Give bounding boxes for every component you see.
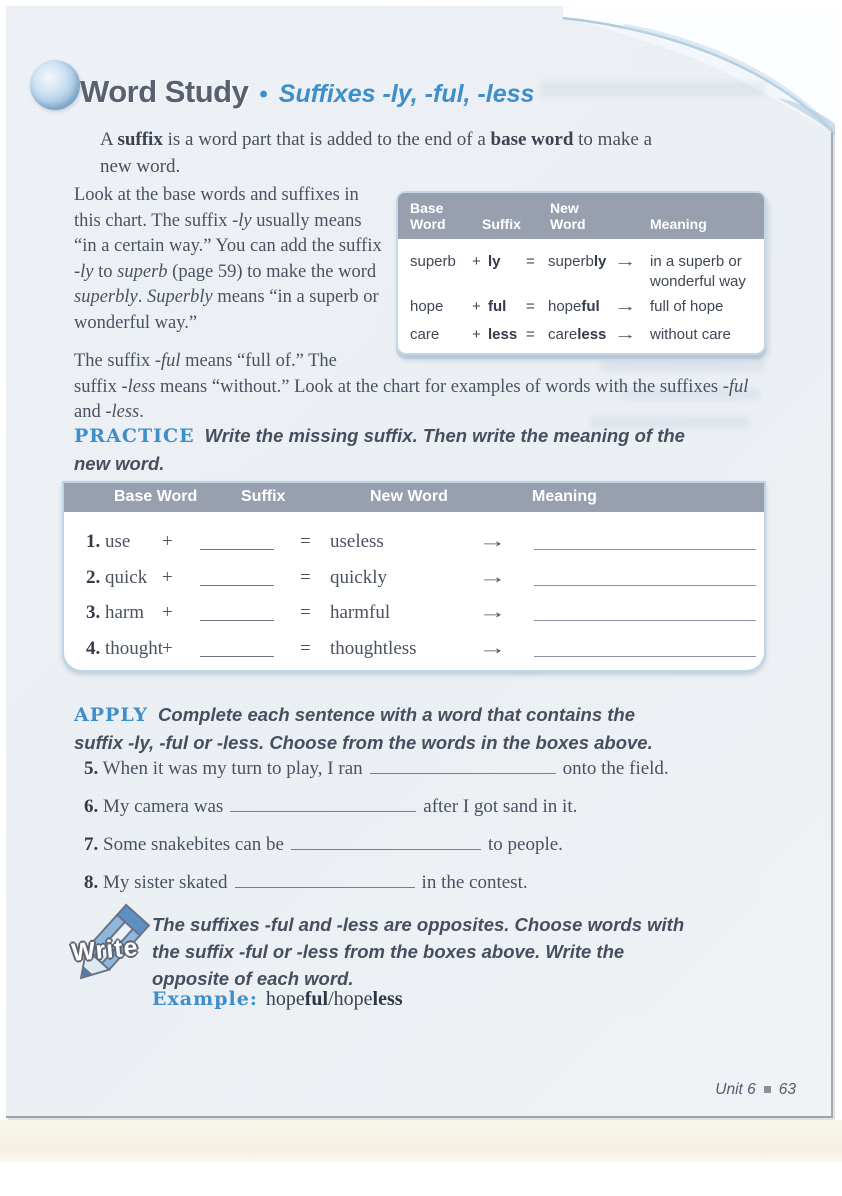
practice-row xyxy=(64,531,764,561)
intro-paragraph: A suffix is a word part that is added to the end of a base word to make a new word. xyxy=(100,129,652,177)
chart-new-word: careless xyxy=(548,326,607,343)
arrow-icon: → xyxy=(478,531,507,552)
equals-sign: = xyxy=(300,638,311,659)
plus-sign: + xyxy=(472,326,481,343)
base-word: 4. thought xyxy=(86,638,164,659)
base-word: 1. use xyxy=(86,531,131,552)
unit-label: Unit 6 xyxy=(715,1081,756,1098)
new-word: quickly xyxy=(330,567,387,588)
chart-suffix: ful xyxy=(488,298,507,315)
meaning-blank xyxy=(534,549,756,550)
write-instructions: The suffixes -ful and -less are opposites. Choose words with the suffix -ful or -less from the boxes above. Write the opposite of each word. xyxy=(152,914,685,989)
arrow-icon: → xyxy=(614,326,637,343)
equals-sign: = xyxy=(300,602,311,623)
arrow-icon: → xyxy=(614,253,637,270)
square-bullet-icon xyxy=(764,1086,771,1093)
page-title-text: Word Study xyxy=(80,74,249,109)
apply-sentence: 7. Some snakebites can be to people. xyxy=(84,834,563,855)
write-badge: Write xyxy=(70,933,140,967)
practice-row xyxy=(64,567,764,597)
arrow-icon: → xyxy=(478,602,507,623)
bleed-through xyxy=(540,82,765,97)
page-number: 63 xyxy=(778,1081,796,1098)
chart-meaning: without care xyxy=(650,326,731,343)
practice-row xyxy=(64,638,764,668)
title-bullet: • xyxy=(259,81,268,108)
chart-meaning: full of hope xyxy=(650,298,724,315)
plus-sign: + xyxy=(162,567,173,588)
chart-base-word: superb xyxy=(410,253,456,270)
equals-sign: = xyxy=(300,567,311,588)
equals-sign: = xyxy=(526,253,535,270)
practice-instructions: Write the missing suffix. Then write the meaning of the new word. xyxy=(74,425,685,474)
lesson-body xyxy=(74,183,766,439)
apply-sentence: 5. When it was my turn to play, I ran onto the field. xyxy=(84,758,669,779)
globe-icon xyxy=(30,60,80,110)
meaning-blank xyxy=(534,656,756,657)
chart-new-word: superbly xyxy=(548,253,607,270)
col-new-word: New Word xyxy=(370,488,448,505)
plus-sign: + xyxy=(162,531,173,552)
chart-meaning: in a superb or wonderful way xyxy=(650,253,746,290)
suffix-example-chart xyxy=(396,191,766,355)
chart-header-suffix: Suffix xyxy=(482,216,521,232)
plus-sign: + xyxy=(472,298,481,315)
apply-sentence: 8. My sister skated in the contest. xyxy=(84,872,528,893)
new-word: thoughtless xyxy=(330,638,417,659)
paragraph-ly: Look at the base words and suffixes in this chart. The suffix -ly usually means “in a certain way.” You can add the suffix -ly to superb (page 59) to make the word superbly. Superbly means “in a superb or wonderful way.” xyxy=(74,185,382,333)
suffix-blank xyxy=(200,585,274,586)
plus-sign: + xyxy=(472,253,481,270)
answer-blank xyxy=(230,798,416,812)
chart-suffix: ly xyxy=(488,253,501,270)
chart-base-word: hope xyxy=(410,298,444,315)
new-word: harmful xyxy=(330,602,391,623)
apply-section-heading xyxy=(74,702,659,756)
page-footer xyxy=(600,1081,796,1099)
practice-section-heading xyxy=(74,423,689,477)
meaning-blank xyxy=(534,585,756,586)
suffix-blank xyxy=(200,620,274,621)
scan-edge-strip xyxy=(0,1120,842,1162)
suffix-blank xyxy=(200,656,274,657)
apply-sentence: 6. My camera was after I got sand in it. xyxy=(84,796,578,817)
chart-new-word: hopeful xyxy=(548,298,600,315)
chart-base-word: care xyxy=(410,326,440,343)
equals-sign: = xyxy=(526,298,535,315)
col-suffix: Suffix xyxy=(241,488,286,505)
plus-sign: + xyxy=(162,602,173,623)
page-title xyxy=(80,74,534,110)
practice-table-header xyxy=(62,481,766,512)
practice-label: PRACTICE xyxy=(74,425,195,447)
chart-body xyxy=(398,239,764,353)
col-base-word: Base Word xyxy=(114,488,198,505)
example-line: Example: hopeful/hopeless xyxy=(152,988,403,1010)
answer-blank xyxy=(235,874,415,888)
practice-table xyxy=(62,481,766,672)
suffix-blank xyxy=(200,549,274,550)
base-word: 3. harm xyxy=(86,602,145,623)
equals-sign: = xyxy=(300,531,311,552)
arrow-icon: → xyxy=(478,638,507,659)
answer-blank xyxy=(291,836,481,850)
page-curl-icon xyxy=(563,6,835,138)
page-subtitle: Suffixes -ly, -ful, -less xyxy=(278,80,535,108)
base-word: 2. quick xyxy=(86,567,148,588)
plus-sign: + xyxy=(162,638,173,659)
equals-sign: = xyxy=(526,326,535,343)
arrow-icon: → xyxy=(478,567,507,588)
example-label: Example: xyxy=(152,988,258,1010)
paragraph-ful-less: The suffix -ful means “full of.” The suffix -less means “without.” Look at the chart for examples of words with the suffixes -ful and -less. xyxy=(74,351,749,423)
apply-label: APPLY xyxy=(74,704,149,726)
chart-header-row: Base Word Suffix New Word Meaning xyxy=(398,193,764,239)
chart-header-meaning: Meaning xyxy=(650,216,707,232)
arrow-icon: → xyxy=(614,298,637,315)
chart-suffix: less xyxy=(488,326,518,343)
practice-row xyxy=(64,602,764,632)
col-meaning: Meaning xyxy=(532,488,597,505)
apply-instructions: Complete each sentence with a word that contains the suffix -ly, -ful or -less. Choose from the words in the boxes above. xyxy=(74,704,653,753)
answer-blank xyxy=(370,760,556,774)
meaning-blank xyxy=(534,620,756,621)
new-word: useless xyxy=(330,531,384,552)
